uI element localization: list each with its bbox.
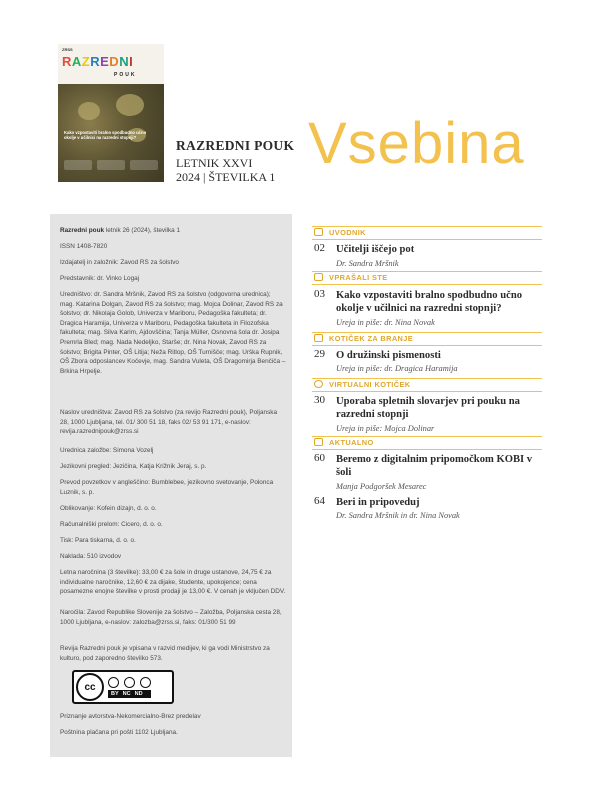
colophon-subscription: Letna naročnina (3 številke): 33,00 € za šole in druge ustanove, 24,75 € za individualne naročnike, 12,60 € za dijake, študente, upokojence; cena posamezne enojne številke v prosti prodaji je 13,00 €. V cenah je vključen DDV.	[60, 569, 286, 596]
cover-logo: RAZREDNI	[62, 54, 134, 69]
article-title[interactable]: Uporaba spletnih slovarjev pri pouku na razredni stopnji	[336, 396, 520, 420]
colophon-editorial: Uredništvo: dr. Sandra Mršnik, Zavod RS za šolstvo (odgovorna urednica); mag. Katarina Dolgan, Zavod RS za šolstvo; mag. Mojca Dolinar, Zavod RS za šolstvo; dr. Nikolaja Golob, Univerza v Mariboru, Pedagoška fakulteta; dr. Dragica Haramija, Univerza v Mariboru, Pedagoška fakulteta in Filozofska fakulteta; mag. Silva Karim, Ajdovščina; Tanja Müller, Osnovna šola dr. Josipa Premrla Bled; mag. Nada Nedeljko, Starše; dr. Nina Novak, Zavod RS za šolstvo; Brigita Pinter, OŠ Litija; Neža Ritlop, OŠ Turnišče; mag. Urška Rupnik, OŠ Zbora odposlancev Kočevje, mag. Sandra Vuleta, OŠ Dragomirja Benčiča – Brkina Hrpelje.	[60, 291, 286, 375]
article-author: Ureja in piše: dr. Nina Novak	[336, 318, 435, 327]
magazine-issue: 2024 | ŠTEVILKA 1	[176, 170, 276, 184]
colophon-circulation: Naklada: 510 izvodov	[60, 553, 122, 560]
article-author: Dr. Sandra Mršnik	[336, 259, 399, 268]
colophon-publisher: Izdajatelj in založnik: Zavod RS za šolstvo	[60, 259, 179, 266]
article-author: Ureja in piše: Mojca Dolinar	[336, 424, 435, 433]
colophon-proofreading: Jezikovni pregled: Jezičina, Katja Križnik Jeraj, s. p.	[60, 463, 207, 470]
colophon-design: Oblikovanje: Kofein dizajn, d. o. o.	[60, 505, 157, 512]
article-title[interactable]: Kako vzpostaviti bralno spodbudno učno okolje v učilnici na razredni stopnji?	[336, 290, 523, 314]
section-vprasali-ste: VPRAŠALI STE	[314, 273, 388, 282]
colophon-translation: Prevod povzetkov v angleščino: Bumblebee, jezikovno svetovanje, Polonca Luznik, s. p.	[60, 479, 274, 496]
cover-header	[58, 44, 164, 84]
cover-icons	[64, 160, 158, 174]
cover-headline: Kako vzpostaviti bralno spodbudno učno okolje v učilnici na razredni stopnji?	[64, 130, 147, 140]
book-icon	[314, 334, 323, 342]
colophon-publishing-editor: Urednica založbe: Simona Vozelj	[60, 447, 154, 454]
by-icon	[108, 677, 119, 688]
section-uvodnik: UVODNIK	[314, 228, 366, 237]
article-title[interactable]: Učitelji iščejo pot	[336, 244, 415, 255]
colophon-representative: Predstavnik: dr. Vinko Logaj	[60, 275, 140, 282]
cover-publisher: ZRSS	[62, 47, 73, 52]
article-author: Ureja in piše: dr. Dragica Haramija	[336, 364, 458, 373]
cover-logo-sub: POUK	[114, 72, 137, 78]
article-title[interactable]: Beremo z digitalnim pripomočkom KOBI v šoli	[336, 454, 533, 478]
colophon-registry: Revija Razredni pouk je vpisana v razvid medijev, ki ga vodi Ministrstvo za kulturo, pod zaporedno številko 573.	[60, 645, 270, 662]
page-number: 02	[314, 242, 325, 254]
article-title[interactable]: Beri in pripoveduj	[336, 497, 420, 508]
page-number: 29	[314, 348, 325, 360]
cc-labels: BY NC ND	[108, 690, 151, 698]
colophon-postage: Poštnina plačana pri pošti 1102 Ljubljana.	[60, 729, 178, 736]
colophon-print: Tisk: Para tiskarna, d. o. o.	[60, 537, 136, 544]
article-author: Manja Podgoršek Mesarec	[336, 482, 427, 491]
speech-bubble-icon	[314, 273, 323, 281]
section-koticek-za-branje: KOTIČEK ZA BRANJE	[314, 334, 413, 343]
globe-icon	[314, 380, 323, 388]
cc-icon: cc	[76, 673, 104, 701]
colophon-license: Priznanje avtorstva-Nekomercialno-Brez predelav	[60, 713, 201, 720]
colophon-masthead: Razredni pouk letnik 26 (2024), številka 1	[60, 227, 181, 234]
article-title[interactable]: O družinski pismenosti	[336, 350, 441, 361]
contents-heading: Vsebina	[308, 111, 525, 176]
laptop-icon	[314, 438, 323, 446]
creative-commons-badge	[72, 670, 174, 704]
page-number: 30	[314, 394, 325, 406]
colophon-issn: ISSN 1408-7820	[60, 243, 108, 250]
page-number: 03	[314, 288, 325, 300]
nd-icon	[140, 677, 151, 688]
magazine-title: RAZREDNI POUK	[176, 138, 295, 153]
section-aktualno: AKTUALNO	[314, 438, 374, 447]
document-icon	[314, 228, 323, 236]
colophon-address: Naslov uredništva: Zavod RS za šolstvo (za revijo Razredni pouk), Poljanska 28, 1000 Ljubljana, tel. 01/ 300 51 18, faks 02/ 53 91 171, e-naslov: revija.razrednipouk@zrss.si	[60, 409, 278, 436]
section-virtualni-koticek: VIRTUALNI KOTIČEK	[314, 380, 411, 389]
article-author: Dr. Sandra Mršnik in dr. Nina Novak	[336, 511, 460, 520]
page-number: 64	[314, 495, 325, 507]
nc-icon	[124, 677, 135, 688]
colophon-orders: Naročila: Zavod Republike Slovenije za šolstvo – Založba, Poljanska cesta 28, 1000 Ljubljana, e-naslov: zalozba@zrss.si, faks: 01/300 51 99	[60, 609, 282, 626]
magazine-volume: LETNIK XXVI	[176, 156, 253, 170]
colophon-layout: Računalniški prelom: Cicero, d. o. o.	[60, 521, 163, 528]
page-number: 60	[314, 452, 325, 464]
cover-thumbnail	[58, 44, 164, 182]
